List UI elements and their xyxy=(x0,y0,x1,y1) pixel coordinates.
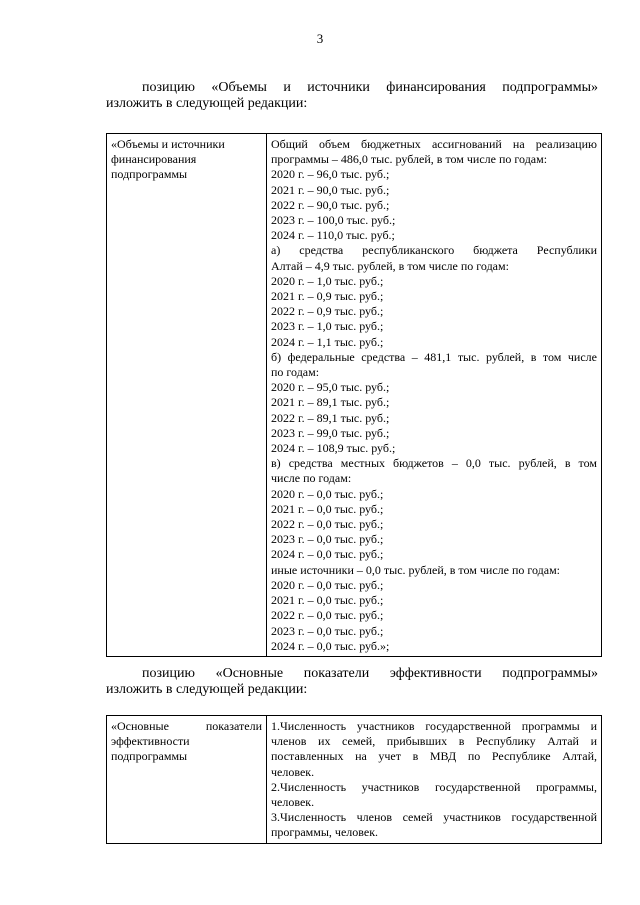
financing-line: 2023 г. – 0,0 тыс. руб.; xyxy=(271,532,384,547)
financing-line: 2021 г. – 89,1 тыс. руб.; xyxy=(271,395,390,410)
indicator-line: человек. xyxy=(271,795,315,810)
financing-line: 2020 г. – 95,0 тыс. руб.; xyxy=(271,380,390,395)
financing-line: 2022 г. – 0,0 тыс. руб.; xyxy=(271,517,384,532)
financing-line: а) средства республиканского бюджета Республики xyxy=(271,243,597,258)
financing-line: программы – 486,0 тыс. рублей, в том числе по годам: xyxy=(271,152,548,167)
financing-line: числе по годам: xyxy=(271,471,352,486)
section1-intro-line1: позицию «Объемы и источники финансирования подпрограммы» xyxy=(142,80,598,95)
indicator-line: членов их семей, прибывших в Республику Алтай и xyxy=(271,734,597,749)
financing-value-cell xyxy=(267,134,602,657)
page-number: 3 xyxy=(316,31,324,46)
financing-line: 2021 г. – 0,0 тыс. руб.; xyxy=(271,593,384,608)
financing-line: 2023 г. – 1,0 тыс. руб.; xyxy=(271,319,384,334)
financing-line: иные источники – 0,0 тыс. рублей, в том числе по годам: xyxy=(271,562,561,577)
financing-line: б) федеральные средства – 481,1 тыс. рублей, в том числе xyxy=(271,349,597,364)
financing-label-line: «Объемы и источники xyxy=(111,137,225,151)
financing-line: 2020 г. – 96,0 тыс. руб.; xyxy=(271,167,390,182)
indicator-line: поставленных на учет в МВД по Республике Алтай, xyxy=(271,749,597,764)
financing-line: Общий объем бюджетных ассигнований на реализацию xyxy=(271,137,597,151)
financing-line: 2023 г. – 0,0 тыс. руб.; xyxy=(271,623,384,638)
financing-line: 2022 г. – 90,0 тыс. руб.; xyxy=(271,197,390,212)
section1-intro-line2: изложить в следующей редакции: xyxy=(106,96,308,111)
financing-line: 2023 г. – 100,0 тыс. руб.; xyxy=(271,213,396,228)
section2-intro-line1: позицию «Основные показатели эффективности подпрограммы» xyxy=(142,666,598,681)
financing-line: 2021 г. – 0,9 тыс. руб.; xyxy=(271,289,384,304)
financing-line: 2024 г. – 1,1 тыс. руб.; xyxy=(271,334,384,349)
indicators-table xyxy=(106,715,602,844)
financing-line: 2024 г. – 110,0 тыс. руб.; xyxy=(271,228,395,243)
indicator-line: 3.Численность членов семей участников государственной xyxy=(271,810,597,825)
financing-table xyxy=(106,133,602,657)
indicator-line: 1.Численность участников государственной программы и xyxy=(271,719,597,733)
financing-line: 2022 г. – 0,0 тыс. руб.; xyxy=(271,608,384,623)
financing-line: 2023 г. – 99,0 тыс. руб.; xyxy=(271,425,390,440)
indicator-line: программы, человек. xyxy=(271,825,379,840)
indicators-label-line: подпрограммы xyxy=(111,749,188,764)
indicator-line: человек. xyxy=(271,764,315,779)
section2-intro-line2: изложить в следующей редакции: xyxy=(106,682,308,697)
financing-label-line: финансирования xyxy=(111,152,197,167)
section2-intro xyxy=(106,666,598,698)
financing-line: в) средства местных бюджетов – 0,0 тыс. рублей, в том xyxy=(271,456,597,471)
financing-line: 2020 г. – 1,0 тыс. руб.; xyxy=(271,273,384,288)
financing-line: по годам: xyxy=(271,365,320,380)
financing-line: 2020 г. – 0,0 тыс. руб.; xyxy=(271,486,384,501)
indicators-label-line: эффективности xyxy=(111,734,190,749)
financing-label-cell xyxy=(107,134,267,657)
indicators-label-line: «Основные показатели xyxy=(111,719,262,733)
financing-line: 2022 г. – 0,9 тыс. руб.; xyxy=(271,304,384,319)
financing-line: 2024 г. – 108,9 тыс. руб.; xyxy=(271,441,396,456)
indicators-label-cell xyxy=(107,716,267,844)
indicator-line: 2.Численность участников государственной программы, xyxy=(271,779,597,794)
financing-line: 2021 г. – 90,0 тыс. руб.; xyxy=(271,182,390,197)
indicators-row xyxy=(107,716,602,844)
financing-line: 2024 г. – 0,0 тыс. руб.; xyxy=(271,547,384,562)
financing-line: 2020 г. – 0,0 тыс. руб.; xyxy=(271,577,384,592)
financing-line: 2024 г. – 0,0 тыс. руб.»; xyxy=(271,638,390,653)
indicators-value-cell xyxy=(267,716,602,844)
financing-line: 2022 г. – 89,1 тыс. руб.; xyxy=(271,410,390,425)
financing-row xyxy=(107,134,602,657)
financing-label-line: подпрограммы xyxy=(111,167,188,182)
financing-line: 2021 г. – 0,0 тыс. руб.; xyxy=(271,501,384,516)
financing-line: Алтай – 4,9 тыс. рублей, в том числе по годам: xyxy=(271,258,509,273)
section1-intro xyxy=(106,80,598,112)
